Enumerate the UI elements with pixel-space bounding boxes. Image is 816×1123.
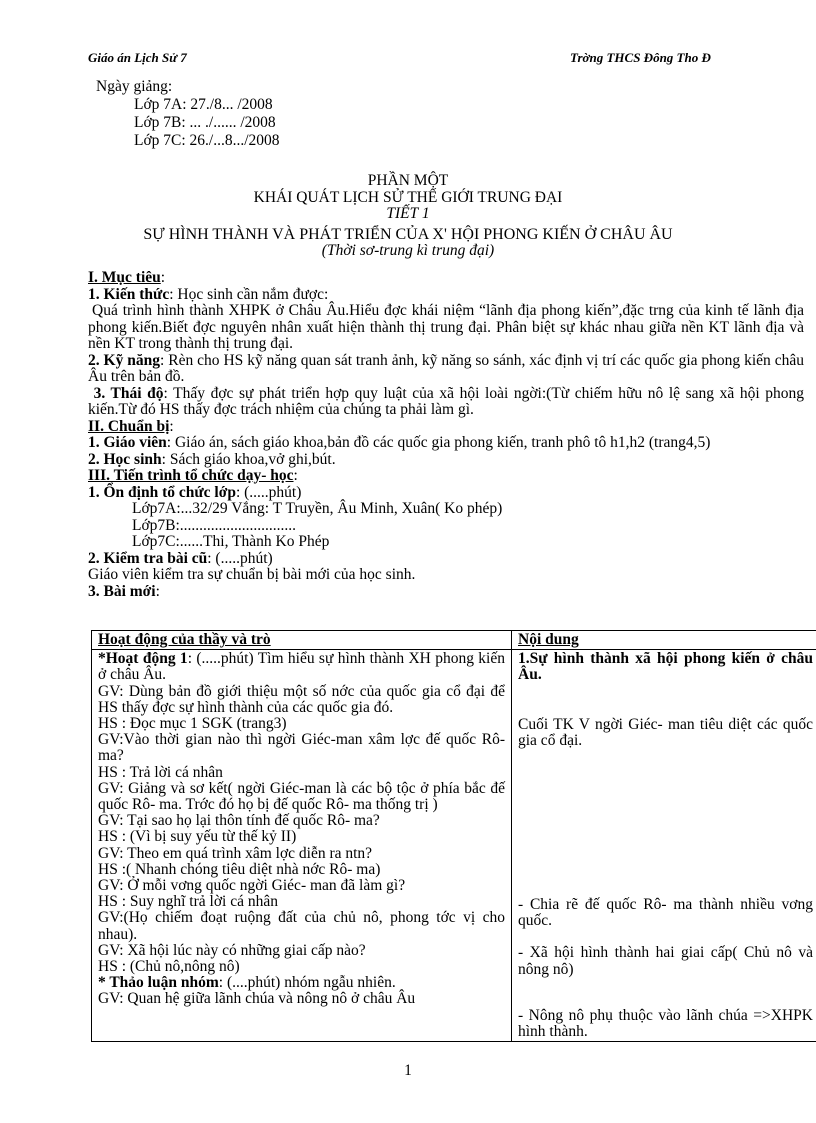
dialog-line: GV:Vào thời gian nào thì ngời Giéc-man xâm lợc đế quốc Rô-ma? [98, 731, 505, 765]
teacher-body: : Giáo án, sách giáo khoa,bản đồ các quốc gia phong kiến, tranh phô tô h1,h2 (trang4,5) [166, 434, 711, 451]
lesson-number: TIẾT 1 [386, 205, 430, 222]
skills-label: 2. Kỹ năng [88, 351, 161, 369]
dialog-line: HS :( Nhanh chóng tiêu diệt nhà nớc Rô- ma) [98, 860, 381, 878]
class-7c-attendance: Lớp7C:......Thi, Thành Ko Phép [132, 533, 330, 550]
dialog-line: HS : Suy nghĩ trả lời cá nhân [98, 893, 278, 911]
dialog-line: GV: Xã hội lúc này có những giai cấp nào? [98, 941, 366, 959]
table-row [92, 650, 816, 1042]
dialog-line: HS : (Chủ nô,nông nô) [98, 958, 240, 976]
lesson-table [91, 630, 816, 1042]
page-number: 1 [404, 1062, 412, 1079]
content-point: Cuối TK V ngời Giéc- man tiêu diệt các quốc gia cổ đại. [518, 715, 813, 749]
content-point: - Chia rẽ đế quốc Rô- ma thành nhiều vơng quốc. [518, 896, 813, 930]
header-right: Trờng THCS Đông Tho Đ [570, 50, 711, 65]
content-point: - Xã hội hình thành hai giai cấp( Chủ nô và nông nô) [518, 944, 813, 978]
student-body: : Sách giáo khoa,vở ghi,bút. [161, 450, 336, 468]
dialog-line: HS : Trả lời cá nhân [98, 763, 223, 781]
dates-label: Ngày giảng: [96, 78, 173, 95]
dialog-line: GV:(Họ chiếm đoạt ruộng đất của chủ nô, phong tớc vị cho nhau). [98, 909, 505, 943]
knowledge-body: Quá trình hình thành XHPK ở Châu Âu.Hiểu đợc khái niệm “lãnh địa phong kiến”,đặc trng của kinh tế lãnh địa phong kiến.Biết đợc nguyên nhân xuất hiện thành thị trung đại. Phân biệt sự khác nhau giữa nền KT lãnh địa và nền KT trong thành thị trung đại. [88, 302, 804, 352]
activities-cell [92, 650, 512, 1042]
knowledge-label: 1. Kiến thức [88, 285, 170, 303]
check-body: : (.....phút) [207, 549, 273, 567]
date-line-7a: Lớp 7A: 27./8... /2008 [134, 96, 273, 113]
activity-label: *Hoạt động 1 [98, 650, 188, 668]
date-line-7c: Lớp 7C: 26./...8.../2008 [134, 132, 280, 149]
check-text: Giáo viên kiểm tra sự chuẩn bị bài mới của học sinh. [88, 566, 416, 583]
objectives-heading: I. Mục tiêu [88, 269, 161, 286]
dialog-line: HS : (Vì bị suy yếu từ thế kỷ II) [98, 828, 297, 846]
table-header-row [92, 631, 816, 650]
knowledge-intro: : Học sinh cần nắm được: [169, 285, 329, 303]
header-left: Giáo án Lịch Sử 7 [88, 50, 187, 65]
prep-heading: II. Chuẩn bị [88, 417, 170, 435]
process-heading: III. Tiến trình tổ chức dạy- học [88, 467, 294, 484]
dialog-line: GV: Ở mỗi vơng quốc ngời Giéc- man đã làm gì? [98, 877, 406, 895]
discussion-label: * Thảo luận nhóm [98, 974, 219, 992]
check-label: 2. Kiểm tra bài cũ [88, 549, 208, 567]
dialog-line: HS : Đọc mục 1 SGK (trang3) [98, 715, 287, 733]
part-title: PHẦN MỘT [367, 172, 449, 189]
teaching-dates [96, 78, 280, 150]
lesson-subtitle: (Thời sơ-trung kì trung đại) [321, 242, 495, 259]
dialog-line: GV: Dùng bản đồ giới thiệu một số nớc của quốc gia cổ đại để HS thấy đợc sự hình thành của các quốc gia đó. [98, 682, 505, 716]
activity-text: : (.....phút) Tìm hiểu sự hình thành XH phong kiến ở châu Âu. [98, 650, 505, 684]
new-lesson-label: 3. Bài mới [88, 582, 156, 600]
skills-body: : Rèn cho HS kỹ năng quan sát tranh ảnh, kỹ năng so sánh, xác định vị trí các quốc gia phong kiến châu Âu trên bản đồ. [88, 351, 804, 385]
org-body: : (.....phút) [235, 483, 302, 501]
dialog-line: GV: Giảng và sơ kết( ngời Giéc-man là các bộ tộc ở phía bắc đế quốc Rô- ma. Trớc đó họ bị đế quốc Rô- ma thống trị ) [98, 779, 505, 814]
dialog-line: GV: Quan hệ giữa lãnh chúa và nông nô ở châu Âu [98, 990, 416, 1008]
col-content-header: Nội dung [512, 631, 816, 650]
teacher-label: 1. Giáo viên [88, 434, 167, 451]
dialog-line: GV: Tại sao họ lại thôn tính đế quốc Rô- ma? [98, 812, 380, 830]
class-7b-attendance: Lớp7B:.............................. [132, 516, 297, 534]
attitude-label: 3. Thái độ [93, 384, 164, 402]
content-point: - Nông nô phụ thuộc vào lãnh chúa =>XHPK hình thành. [518, 1006, 813, 1041]
section-title: KHÁI QUÁT LỊCH SỬ THẾ GIỚI TRUNG ĐẠI [253, 189, 563, 206]
student-label: 2. Học sinh [88, 450, 162, 468]
lesson-topic: SỰ HÌNH THÀNH VÀ PHÁT TRIỂN CỦA X' HỘI PHONG KIẾN Ở CHÂU ÂU [143, 226, 673, 243]
lesson-plan-body: I. Mục tiêu: 1. Kiến thức: Học sinh cần nắm được: Quá trình hình thành XHPK ở Châu Âu.Hiểu đợc khái niệm “lãnh địa phong kiến”,đặc trng của kinh tế lãnh địa phong kiến.Biết đợc nguyên nhân xuất hiện thành thị trung đại. Phân biệt sự khác nhau giữa nền KT lãnh địa và nền KT trong thành thị trung đại. 2. Kỹ năng: Rèn cho HS kỹ năng quan sát tranh ảnh, kỹ năng so sánh, xác định vị trí các quốc gia phong kiến châu Âu trên bản đồ. 3. Thái độ: Thấy đợc sự phát triển hợp quy luật của xã hội loài ngời:(Từ chiếm hữu nô lệ sang xã hội phong kiến.Từ đó HS thấy đợc trách nhiệm của chúng ta phải làm gì. II. Chuẩn bị: 1. Giáo viên: Giáo án, sách giáo khoa,bản đồ các quốc gia phong kiến, tranh phô tô h1,h2 (trang4,5) 2. Học sinh: Sách giáo khoa,vở ghi,bút. III. Tiến trình tổ chức dạy- học: 1. Ổn định tổ chức lớp: (.....phút) Lớp7A:...32/29 Vắng: T Truyền, Âu Minh, Xuân( Ko phép) Lớp7B:.............................. Lớp7C:......Thi, Thành Ko Phép 2. Kiểm tra bài cũ: (.....phút) Giáo viên kiểm tra sự chuẩn bị bài mới của học sinh. 3. Bài mới: [88, 269, 805, 600]
dialog-line: GV: Theo em quá trình xâm lợc diễn ra ntn? [98, 844, 373, 862]
class-7a-attendance: Lớp7A:...32/29 Vắng: T Truyền, Âu Minh, Xuân( Ko phép) [132, 500, 503, 517]
org-label: 1. Ổn định tổ chức lớp [88, 483, 236, 501]
attitude-body: : Thấy đợc sự phát triển hợp quy luật của xã hội loài ngời:(Từ chiếm hữu nô lệ sang xã hội phong kiến.Từ đó HS thấy đợc trách nhiệm của chúng ta phải làm gì. [88, 384, 805, 418]
col-activities-header: Hoạt động của thầy và trò [92, 631, 512, 650]
content-cell [512, 650, 816, 1042]
discussion-text: : (....phút) nhóm ngẫu nhiên. [218, 974, 396, 992]
content-heading: 1.Sự hình thành xã hội phong kiến ở châu Âu. [518, 650, 813, 684]
date-line-7b: Lớp 7B: ... ./...... /2008 [134, 114, 276, 131]
